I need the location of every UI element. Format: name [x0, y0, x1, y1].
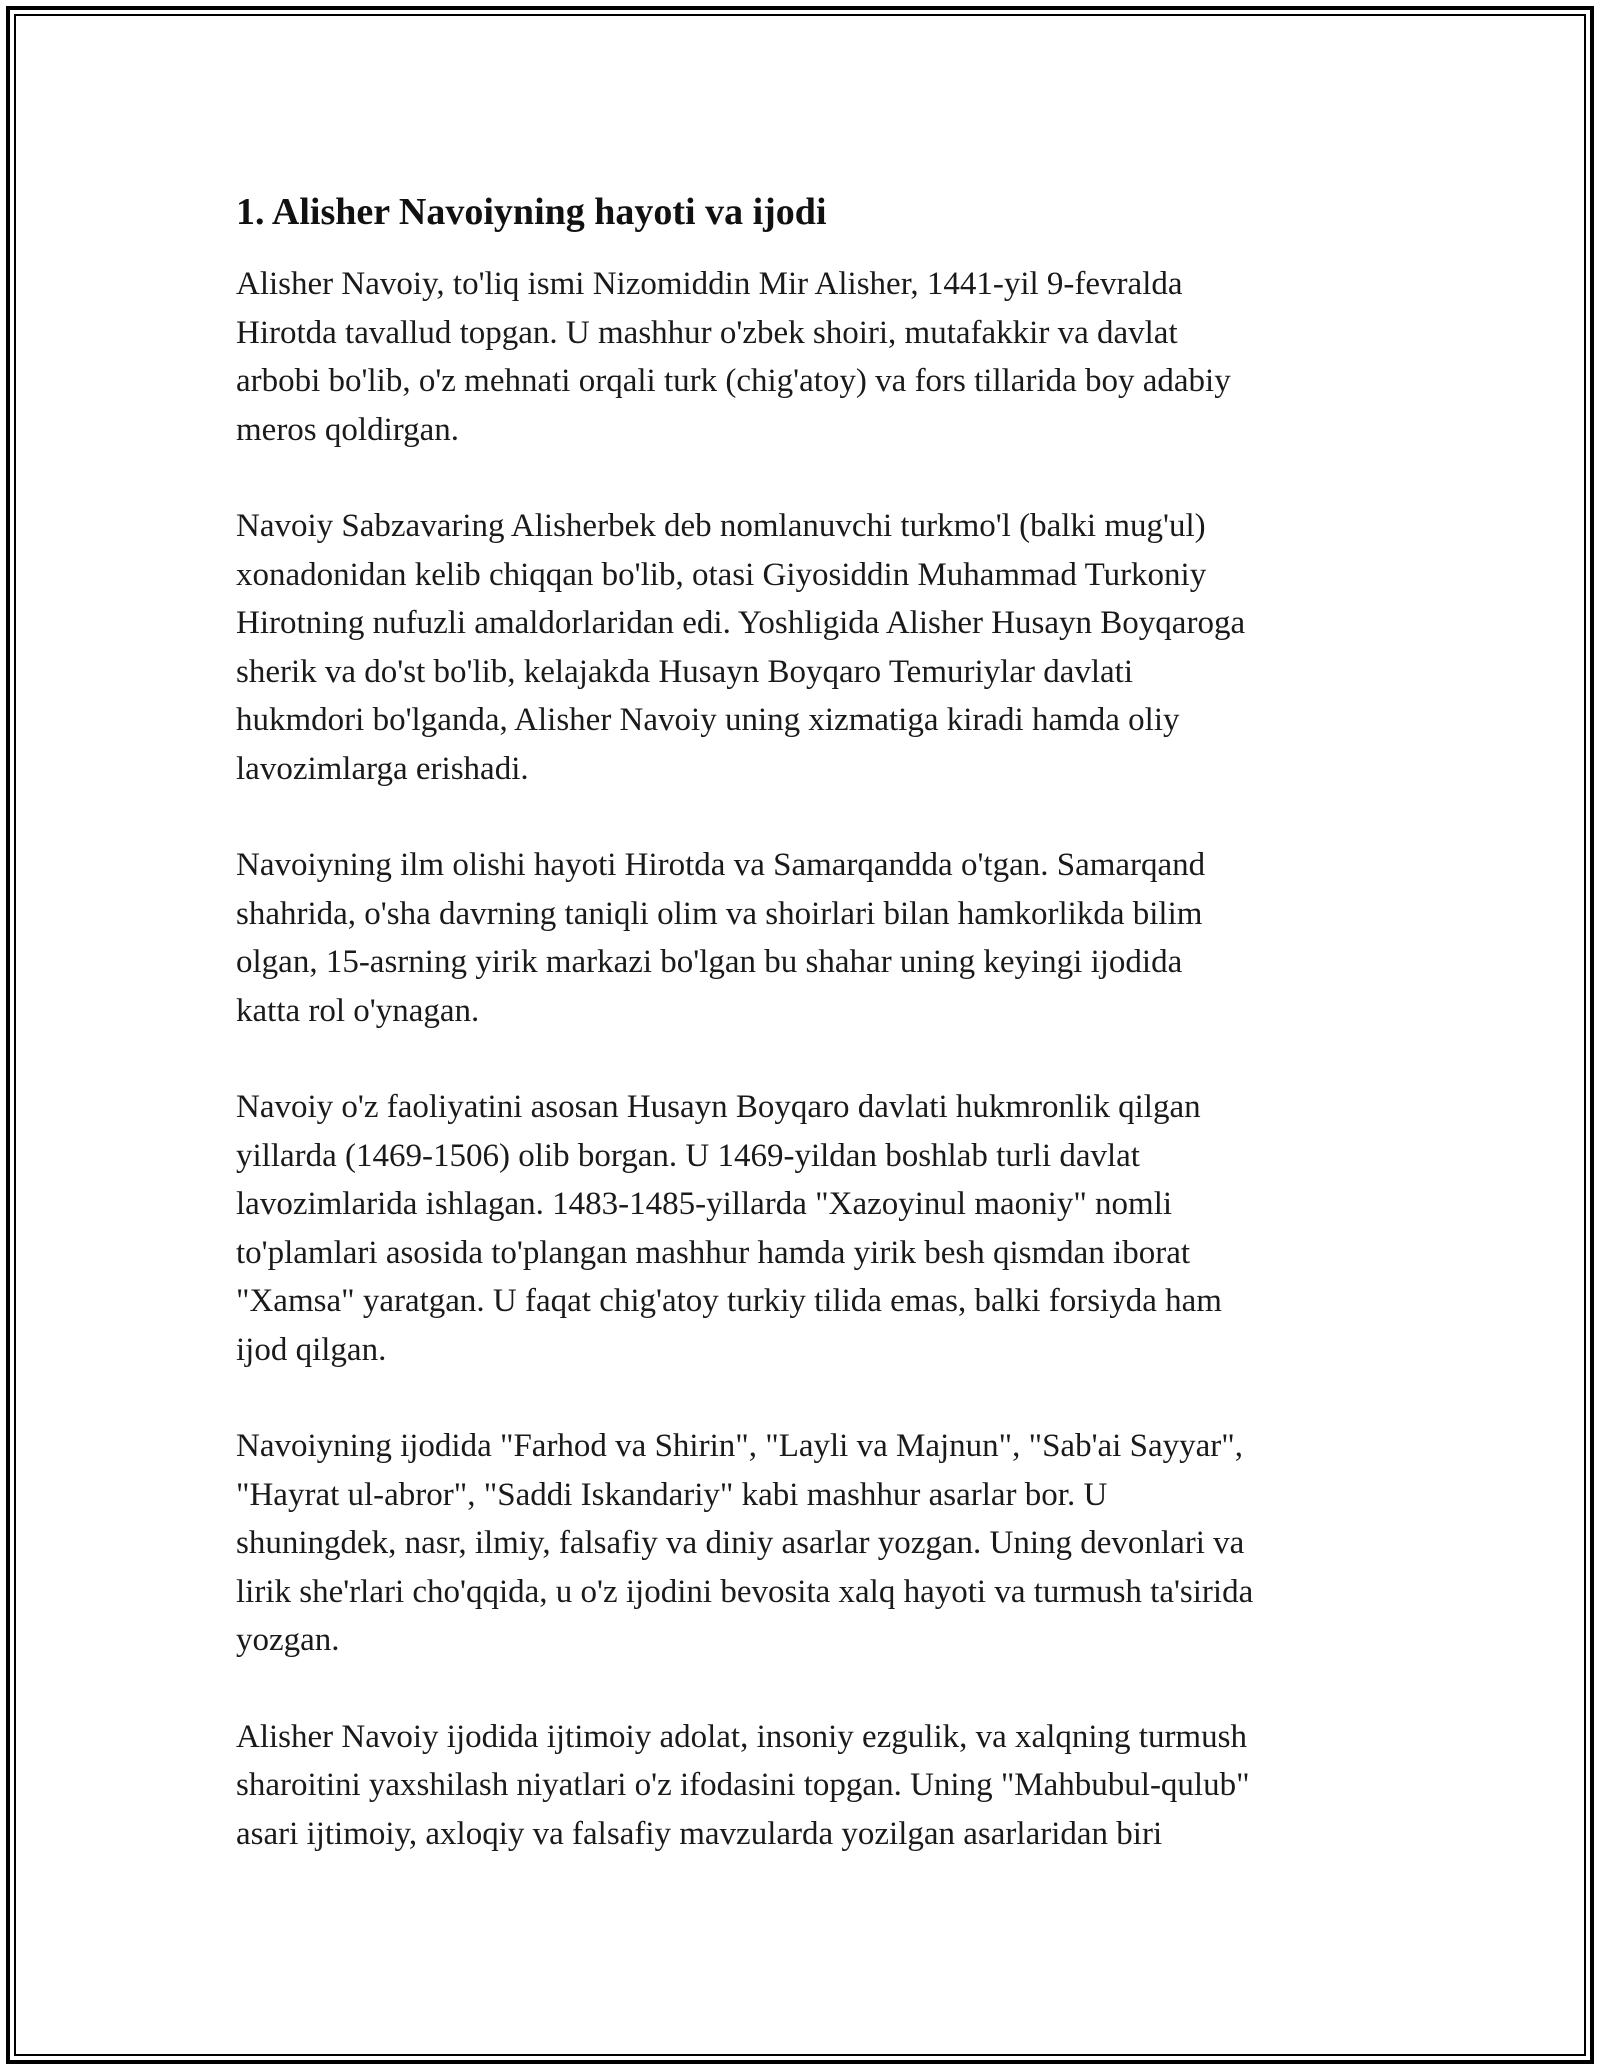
- paragraph-line: shahrida, o'sha davrning taniqli olim va shoirlari bilan hamkorlikda bilim: [236, 895, 1203, 932]
- paragraph-line: "Xamsa" yaratgan. U faqat chig'atoy turkiy tilida emas, balki forsiyda ham: [236, 1283, 1222, 1319]
- paragraph-line: sherik va do'st bo'lib, kelajakda Husayn Boyqaro Temuriylar davlati: [236, 653, 1134, 690]
- paragraph-line: Alisher Navoiy, to'liq ismi Nizomiddin Mir Alisher, 1441-yil 9-fevralda: [236, 266, 1183, 302]
- paragraph-line: yozgan.: [236, 1622, 340, 1658]
- page-title: 1. Alisher Navoiyning hayoti va ijodi: [236, 191, 827, 233]
- paragraph-line: lirik she'rlari cho'qqida, u o'z ijodini bevosita xalq hayoti va turmush ta'sirida: [236, 1573, 1254, 1610]
- paragraph-5: [236, 1422, 1376, 1665]
- paragraph-line: Navoiy o'z faoliyatini asosan Husayn Boyqaro davlati hukmronlik qilgan: [236, 1089, 1201, 1125]
- paragraph-line: Navoiyning ijodida "Farhod va Shirin", "Layli va Majnun", "Sab'ai Sayyar",: [236, 1428, 1243, 1464]
- document-body: [236, 186, 1376, 1906]
- paragraph-line: Hirotning nufuzli amaldorlaridan edi. Yoshligida Alisher Husayn Boyqaroga: [236, 605, 1246, 641]
- paragraph-1: [236, 260, 1376, 454]
- paragraph-line: Hirotda tavallud topgan. U mashhur o'zbek shoiri, mutafakkir va davlat: [236, 314, 1178, 351]
- paragraph-line: to'plamlari asosida to'plangan mashhur hamda yirik besh qismdan iborat: [236, 1234, 1191, 1271]
- paragraph-line: "Hayrat ul-abror", "Saddi Iskandariy" kabi mashhur asarlar bor. U: [236, 1476, 1108, 1513]
- paragraph-line: lavozimlarga erishadi.: [236, 750, 529, 787]
- paragraph-line: olgan, 15-asrning yirik markazi bo'lgan bu shahar uning keyingi ijodida: [236, 944, 1183, 980]
- paragraph-line: Navoiy Sabzavaring Alisherbek deb nomlanuvchi turkmo'l (balki mug'ul): [236, 508, 1206, 544]
- paragraph-4: [236, 1083, 1376, 1374]
- paragraph-line: arbobi bo'lib, o'z mehnati orqali turk (chig'atoy) va fors tillarida boy adabiy: [236, 363, 1231, 399]
- paragraph-line: katta rol o'ynagan.: [236, 992, 480, 1029]
- paragraph-line: asari ijtimoiy, axloqiy va falsafiy mavzularda yozilgan asarlaridan biri: [236, 1815, 1163, 1852]
- paragraph-line: Alisher Navoiy ijodida ijtimoiy adolat, insoniy ezgulik, va xalqning turmush: [236, 1718, 1247, 1755]
- paragraph-line: ijod qilgan.: [236, 1331, 387, 1368]
- paragraph-line: hukmdori bo'lganda, Alisher Navoiy uning xizmatiga kiradi hamda oliy: [236, 702, 1180, 738]
- paragraph-3: [236, 841, 1376, 1035]
- paragraph-line: meros qoldirgan.: [236, 411, 460, 448]
- paragraph-6: [236, 1713, 1376, 1859]
- paragraph-line: sharoitini yaxshilash niyatlari o'z ifodasini topgan. Uning "Mahbubul-qulub": [236, 1767, 1250, 1803]
- paragraph-line: xonadonidan kelib chiqqan bo'lib, otasi Giyosiddin Muhammad Turkoniy: [236, 556, 1207, 593]
- paragraph-line: shuningdek, nasr, ilmiy, falsafiy va diniy asarlar yozgan. Uning devonlari va: [236, 1525, 1245, 1561]
- paragraph-line: Navoiyning ilm olishi hayoti Hirotda va Samarqandda o'tgan. Samarqand: [236, 847, 1206, 883]
- paragraph-2: [236, 502, 1376, 793]
- paragraph-line: yillarda (1469-1506) olib borgan. U 1469-yildan boshlab turli davlat: [236, 1137, 1140, 1174]
- paragraph-line: lavozimlarida ishlagan. 1483-1485-yillarda "Xazoyinul maoniy" nomli: [236, 1186, 1173, 1222]
